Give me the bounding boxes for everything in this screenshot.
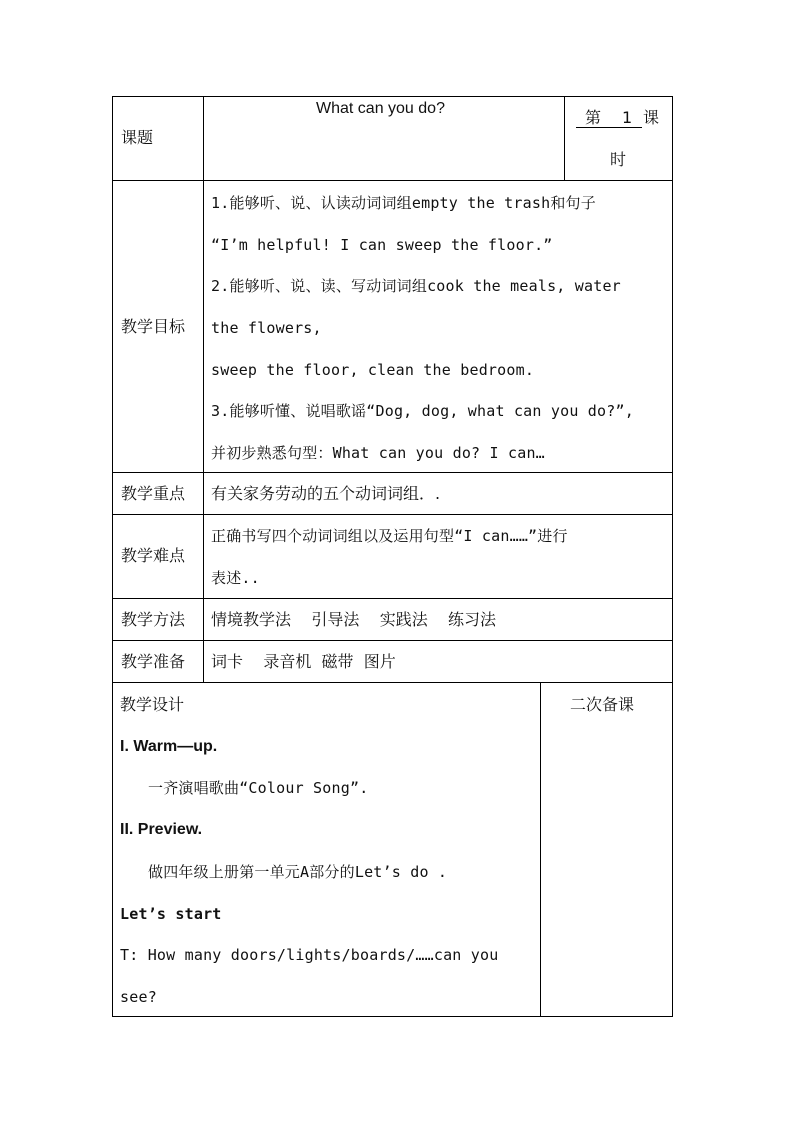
row-divider <box>112 640 673 641</box>
methods-value: 情境教学法 引导法 实践法 练习法 <box>211 610 497 629</box>
design-line: 一齐演唱歌曲“Colour Song”. <box>148 779 369 797</box>
table-border-bottom <box>112 1016 673 1017</box>
column-divider <box>564 96 565 181</box>
row-divider <box>112 514 673 515</box>
design-line: T: How many doors/lights/boards/……can you <box>120 946 499 964</box>
objective-line: 1.能够听、说、认读动词词组empty the trash和句子 <box>211 194 596 212</box>
column-divider <box>540 682 541 1017</box>
row-divider <box>112 472 673 473</box>
methods-label: 教学方法 <box>121 610 186 629</box>
objective-line: “I’m helpful! I can sweep the floor.” <box>211 236 553 254</box>
design-line: 做四年级上册第一单元A部分的Let’s do . <box>148 863 448 881</box>
objective-line: 并初步熟悉句型：What can you do? I can… <box>211 444 545 462</box>
lesson-number-underline <box>576 127 642 128</box>
objectives-label: 教学目标 <box>121 317 186 336</box>
design-heading-warmup: I. Warm—up. <box>120 738 218 755</box>
objective-line: sweep the floor, clean the bedroom. <box>211 361 535 379</box>
design-subheading: Let’s start <box>120 905 222 923</box>
topic-value: What can you do? <box>316 100 445 117</box>
topic-label: 课题 <box>121 128 154 147</box>
difficulties-line: 正确书写四个动词词组以及运用句型“I can……”进行 <box>211 527 568 545</box>
objective-line: 2.能够听、说、读、写动词词组cook the meals, water <box>211 277 621 295</box>
difficulties-label: 教学难点 <box>121 546 186 565</box>
lesson-prefix: 第 <box>585 108 602 127</box>
row-divider <box>112 180 673 181</box>
key-points-label: 教学重点 <box>121 484 186 503</box>
lesson-suffix: 课 <box>643 108 660 127</box>
table-border-left <box>112 96 113 1017</box>
design-label: 教学设计 <box>120 695 185 714</box>
table-border-top <box>112 96 673 97</box>
column-divider <box>203 96 204 683</box>
lesson-unit: 时 <box>610 150 627 169</box>
preparation-label: 教学准备 <box>121 652 186 671</box>
design-side-label: 二次备课 <box>570 695 635 714</box>
key-points-value: 有关家务劳动的五个动词词组．. <box>211 484 441 503</box>
design-heading-preview: II. Preview. <box>120 821 203 838</box>
row-divider <box>112 598 673 599</box>
objective-line: 3.能够听懂、说唱歌谣“Dog, dog, what can you do?”, <box>211 402 634 420</box>
lesson-number: 1 <box>622 108 633 127</box>
preparation-value: 词卡 录音机 磁带 图片 <box>211 652 396 671</box>
difficulties-line: 表述.. <box>211 569 260 587</box>
row-divider <box>112 682 673 683</box>
table-border-right <box>672 96 673 1017</box>
objective-line: the flowers, <box>211 319 322 337</box>
design-line: see? <box>120 988 157 1006</box>
